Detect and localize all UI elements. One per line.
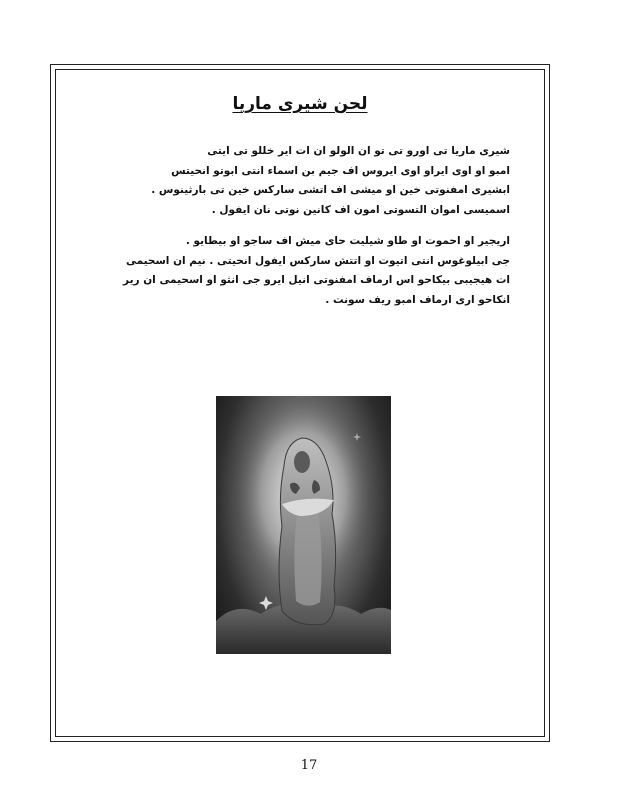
paragraph-line: شيرى ماريا تى اورو تى تو ان الولو ان ات اير خللو تى ايتى [207, 145, 510, 157]
hymn-title: لحن شيرى ماريا [232, 94, 368, 114]
paragraph-line: جى ابيلوغوس انتى اتيوت او اتتش ساركس ايفول انحيتى . نيم ان اسحيمى [125, 254, 510, 267]
paragraph-line: اسميسى اموان التسوتى امون اف كانين نوتى نان ايفول . [211, 203, 510, 216]
paragraph-line: ابشيرى امفنوتى خين او ميشى اف اتشى ساركس خين تى بارثينوس . [151, 184, 510, 196]
paragraph-line: ات هيجيبى بيكاحو اس ارماف امفنوتى انيل ايرو جى انثو او اسحيمى ان رير [123, 274, 510, 286]
paragraph-1 [92, 142, 510, 220]
paragraph-2 [92, 232, 510, 310]
paragraph-line: امبو او اوى ايراو اوى ايروس اف جيم بن اسماء انتى ابوتو انحيتس [171, 164, 510, 177]
paragraph-line: انكاحو ارى ارماف امبو ريف سونت . [325, 293, 510, 306]
page-number: 17 [300, 758, 318, 773]
paragraph-line: اريجير او احموت او طاو شيليت حاى ميش اف ساجو او بيطايو . [185, 235, 510, 247]
saint-mary-icon-image [216, 396, 391, 654]
